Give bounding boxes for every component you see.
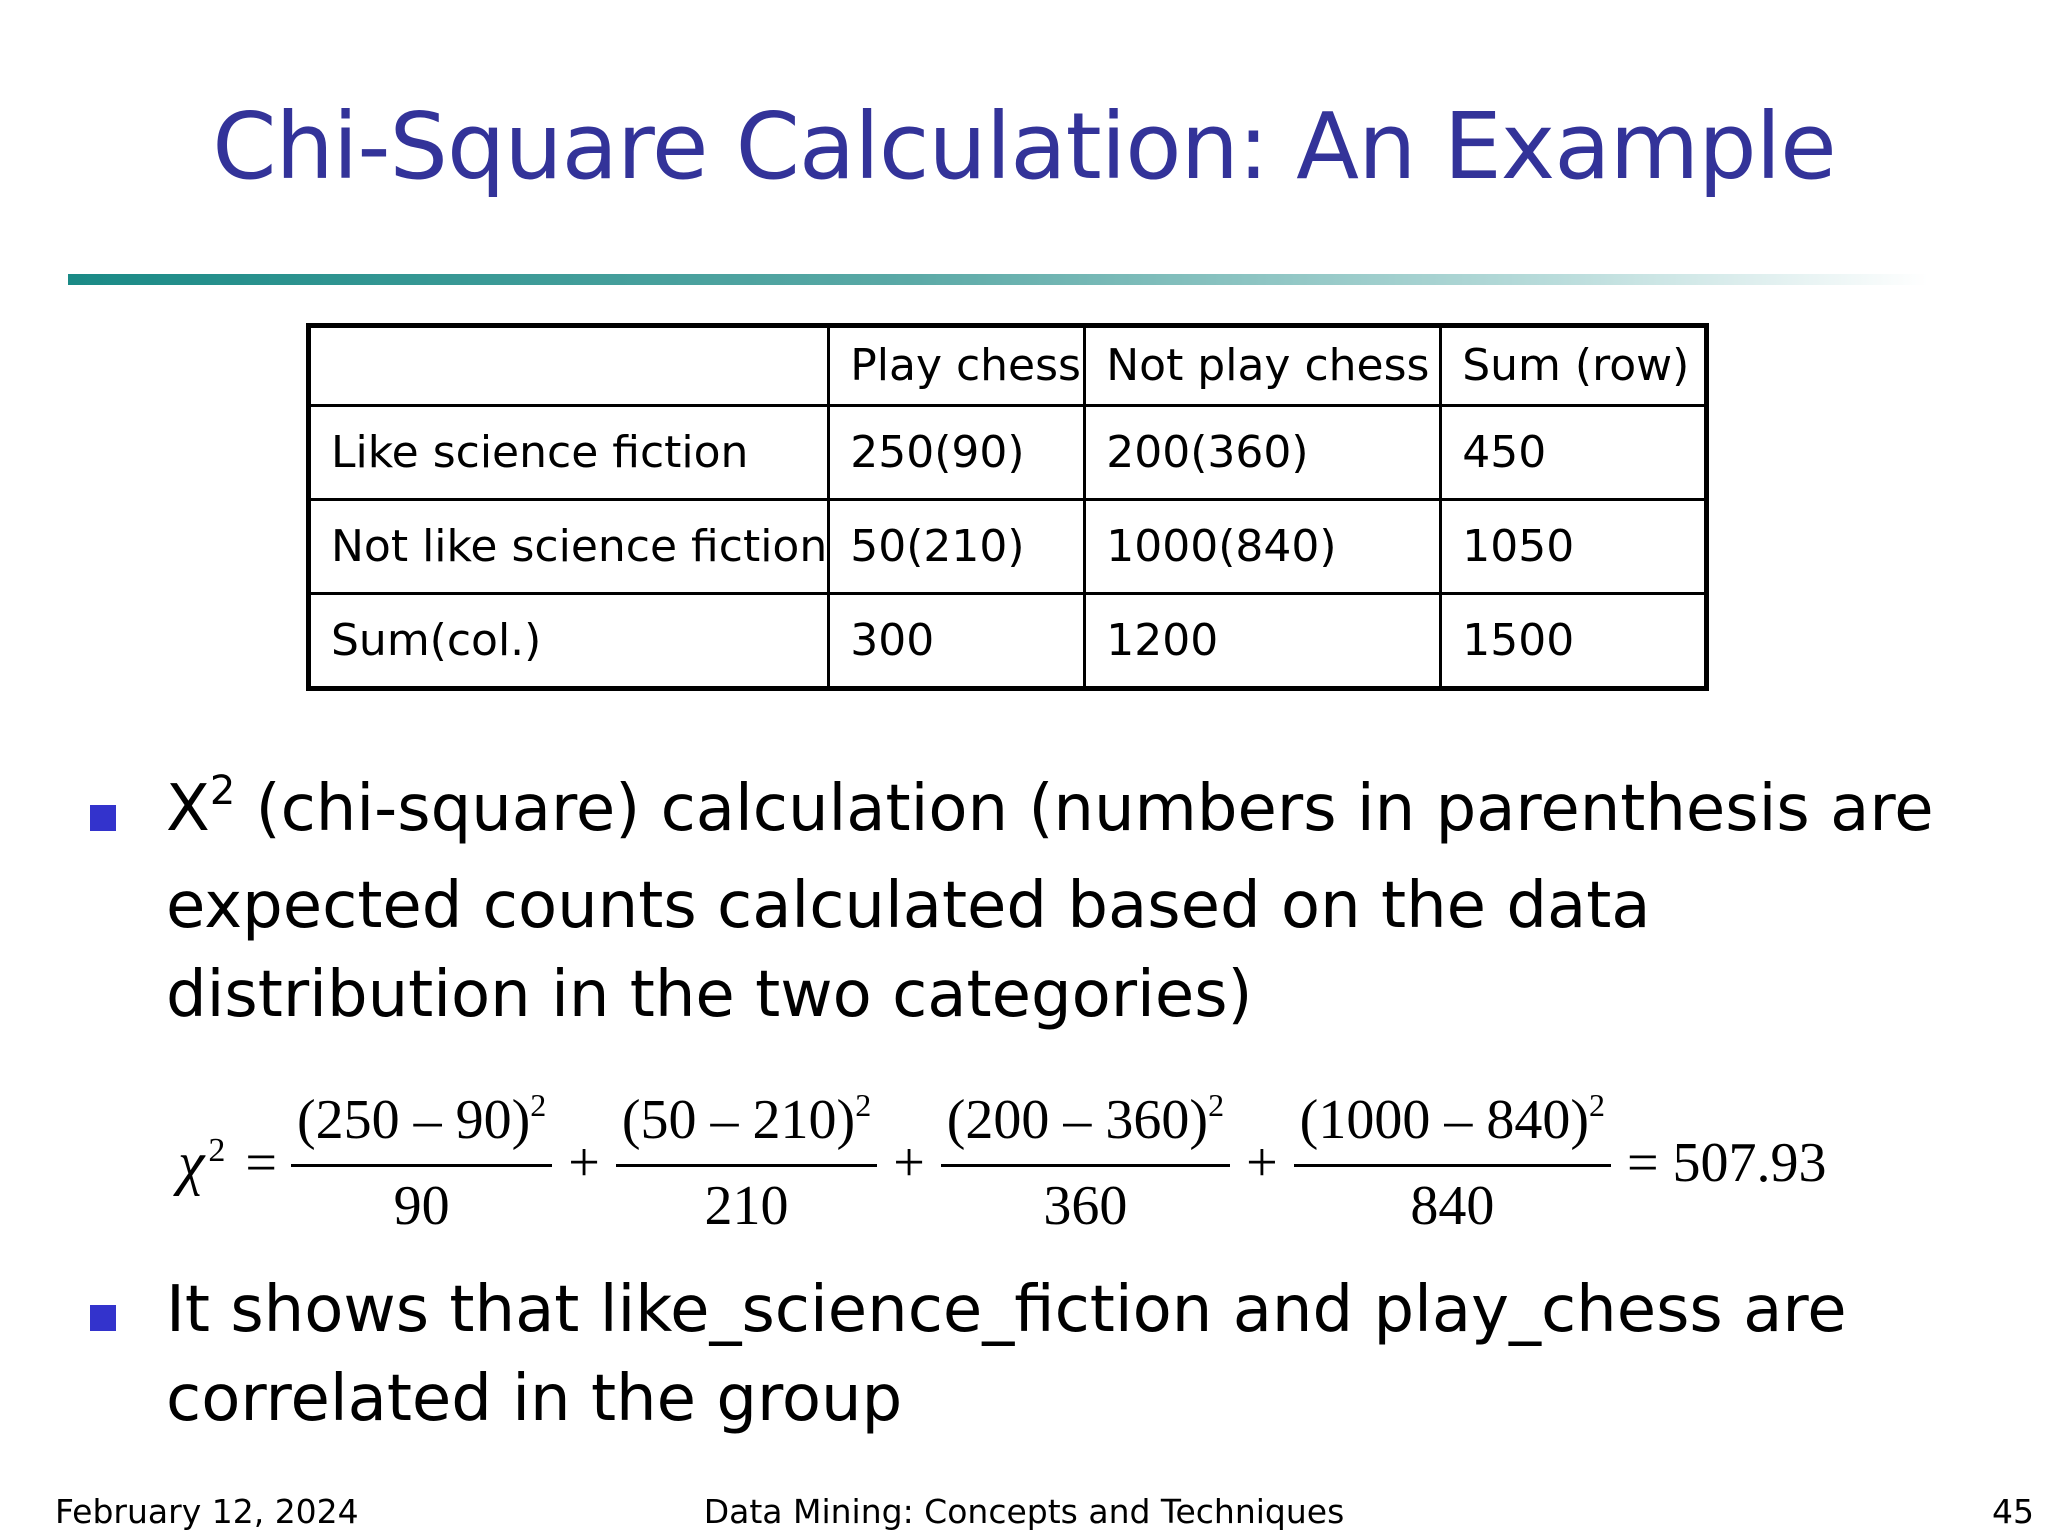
numerator-text: (50 – 210) (621, 1089, 856, 1151)
table-row (309, 500, 1707, 594)
table-cell: 450 (1441, 406, 1707, 500)
table-cell: 300 (829, 594, 1085, 689)
formula-numerator (291, 1089, 552, 1167)
formula-lhs (178, 1129, 225, 1198)
table-header-cell: Not play chess (1085, 326, 1441, 406)
bullet-square-icon (90, 1305, 116, 1331)
formula-plus: + (893, 1132, 925, 1194)
formula-numerator (616, 1089, 877, 1167)
bullet-text-conclusion: It shows that like_science_fiction and play_chess are correlated in the group (166, 1273, 1847, 1436)
numerator-text: (200 – 360) (946, 1089, 1209, 1151)
bullet-text-body: (chi-square) calculation (numbers in parenthesis are expected counts calculated based on the data distribution in the two categories) (166, 772, 1934, 1032)
title-divider (68, 274, 1928, 285)
formula-term (616, 1089, 877, 1237)
formula-plus: + (568, 1132, 600, 1194)
footer-course-title: Data Mining: Concepts and Techniques (703, 1492, 1345, 1531)
chi-square-formula (178, 1088, 1843, 1238)
table-row (309, 594, 1707, 689)
table-cell: 200(360) (1085, 406, 1441, 500)
table-cell: 250(90) (829, 406, 1085, 500)
chi-symbol: X (166, 772, 210, 846)
numerator-power: 2 (855, 1087, 872, 1123)
bullet-text-chi-square (166, 765, 1966, 1040)
formula-term (291, 1089, 552, 1237)
numerator-text: (250 – 90) (297, 1089, 531, 1151)
formula-denominator: 90 (393, 1175, 450, 1237)
footer-date: February 12, 2024 (55, 1492, 359, 1531)
formula-chi-symbol: χ (178, 1129, 205, 1196)
formula-term (941, 1089, 1230, 1237)
table-cell: 1200 (1085, 594, 1441, 689)
formula-result: = 507.93 (1626, 1132, 1827, 1194)
formula-equals: = (245, 1132, 277, 1194)
bullet-square-icon (90, 805, 116, 831)
slide-title: Chi-Square Calculation: An Example (212, 93, 1836, 200)
formula-denominator: 210 (704, 1175, 789, 1237)
formula-lhs-power: 2 (208, 1131, 226, 1169)
numerator-power: 2 (1208, 1087, 1225, 1123)
formula-numerator (1294, 1089, 1611, 1167)
chi-superscript: 2 (209, 768, 236, 814)
numerator-text: (1000 – 840) (1299, 1089, 1589, 1151)
table-row (309, 406, 1707, 500)
numerator-power: 2 (530, 1087, 547, 1123)
table-header-row (309, 326, 1707, 406)
formula-plus: + (1246, 1132, 1278, 1194)
table-cell: 1000(840) (1085, 500, 1441, 594)
formula-numerator (941, 1089, 1230, 1167)
numerator-power: 2 (1588, 1087, 1605, 1123)
table-row-label: Not like science fiction (309, 500, 829, 594)
table-header-cell: Play chess (829, 326, 1085, 406)
formula-denominator: 360 (1043, 1175, 1128, 1237)
formula-denominator: 840 (1410, 1175, 1495, 1237)
table-header-cell (309, 326, 829, 406)
table-cell: 1050 (1441, 500, 1707, 594)
table-row-label: Like science fiction (309, 406, 829, 500)
table-row-label: Sum(col.) (309, 594, 829, 689)
table-cell: 50(210) (829, 500, 1085, 594)
table-cell: 1500 (1441, 594, 1707, 689)
footer-page-number: 45 (1992, 1492, 2034, 1531)
contingency-table (306, 323, 1709, 691)
formula-term (1294, 1089, 1611, 1237)
table-header-cell: Sum (row) (1441, 326, 1707, 406)
